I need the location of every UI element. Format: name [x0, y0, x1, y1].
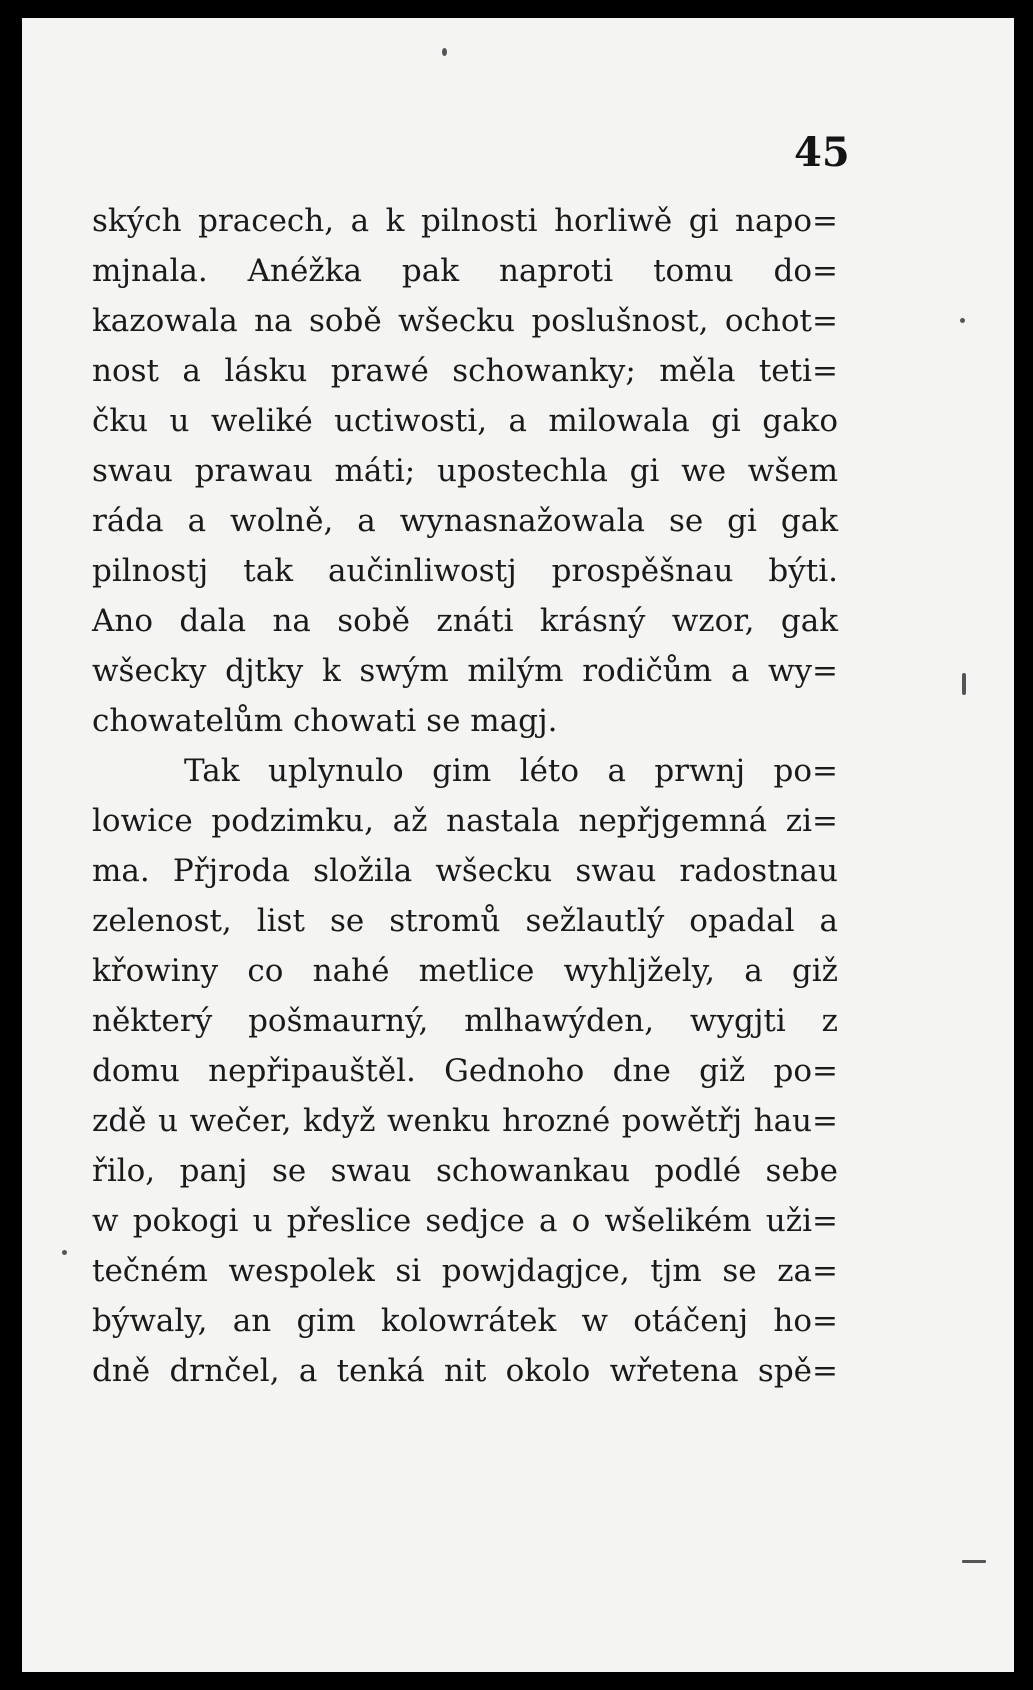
text-line: swau prawau máti; upostechla gi we wšem	[92, 453, 838, 489]
scan-speck	[442, 48, 447, 56]
text-line: chowatelům chowati se magj.	[92, 703, 558, 739]
text-line: kazowala na sobě wšecku poslušnost, ochot=	[92, 303, 838, 339]
text-line: ma. Přjroda složila wšecku swau radostnau	[92, 853, 838, 889]
text-line: zelenost, list se stromů sežlautlý opadal a	[92, 903, 838, 939]
text-line: čku u weliké uctiwosti, a milowala gi gako	[92, 403, 838, 439]
text-line: ráda a wolně, a wynasnažowala se gi gak	[92, 503, 838, 539]
text-line: tečném wespolek si powjdagjce, tjm se za=	[92, 1253, 838, 1289]
text-line: některý pošmaurný, mlhawýden, wygjti z	[92, 1003, 838, 1039]
text-line: řilo, panj se swau schowankau podlé sebe	[92, 1153, 838, 1189]
scan-speck	[962, 673, 966, 695]
text-line: zdě u wečer, když wenku hrozné powětřj hau=	[92, 1103, 838, 1139]
scan-speck	[62, 1250, 67, 1255]
text-line: dně drnčel, a tenká nit okolo wřetena spě=	[92, 1353, 838, 1389]
text-line: nost a lásku prawé schowanky; měla teti=	[92, 353, 838, 389]
text-line: domu nepřipauštěl. Gednoho dne giž po=	[92, 1053, 838, 1089]
text-line: Ano dala na sobě znáti krásný wzor, gak	[92, 603, 838, 639]
text-line: Tak uplynulo gim léto a prwnj po=	[184, 753, 838, 789]
body-text	[92, 196, 838, 1396]
text-line: pilnostj tak aučinliwostj prospěšnau býti.	[92, 553, 838, 589]
text-line: křowiny co nahé metlice wyhljžely, a giž	[92, 953, 838, 989]
text-line: býwaly, an gim kolowrátek w otáčenj ho=	[92, 1303, 838, 1339]
text-line: wšecky djtky k swým milým rodičům a wy=	[92, 653, 838, 689]
scan-speck	[960, 318, 965, 323]
book-page	[22, 18, 1014, 1672]
text-line: w pokogi u přeslice sedjce a o wšelikém uži=	[92, 1203, 838, 1239]
text-line: mjnala. Anéžka pak naproti tomu do=	[92, 253, 838, 289]
page-number: 45	[794, 129, 850, 176]
scan-speck	[962, 1560, 986, 1563]
text-line: ských pracech, a k pilnosti horliwě gi napo=	[92, 203, 838, 239]
text-line: lowice podzimku, až nastala nepřjgemná zi=	[92, 803, 838, 839]
